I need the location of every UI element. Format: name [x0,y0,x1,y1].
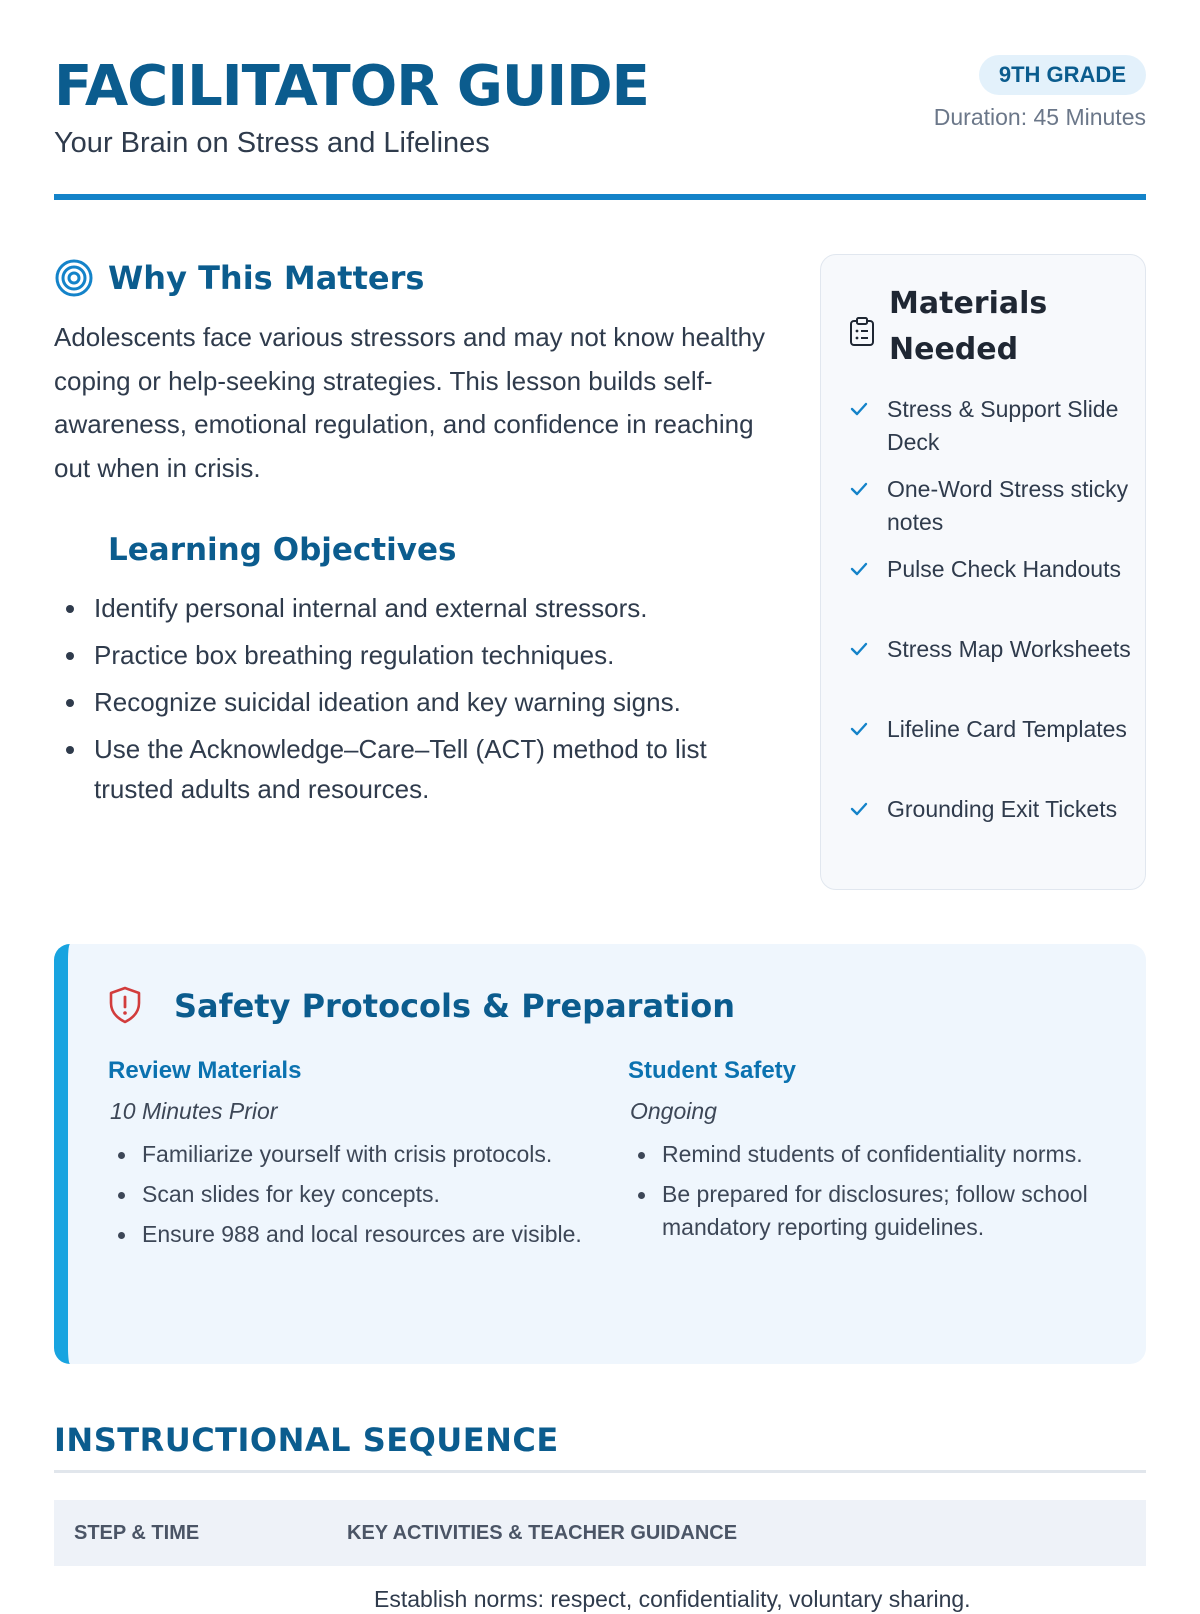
clipboard-icon [849,317,875,347]
shield-alert-icon [108,986,142,1024]
materials-item [847,793,1137,873]
list-item: Remind students of confidentiality norms. [628,1138,1108,1171]
review-materials-list [108,1138,588,1251]
materials-card [820,254,1146,890]
review-materials-column [108,1056,588,1258]
student-safety-column [628,1056,1108,1251]
sequence-table-header [54,1500,1146,1566]
student-safety-list [628,1138,1108,1244]
materials-title: Materials Needed [889,286,1048,367]
safety-title: Safety Protocols & Preparation [174,987,736,1025]
check-icon [849,559,869,579]
column-timing: 10 Minutes Prior [110,1098,278,1124]
sequence-title: INSTRUCTIONAL SEQUENCE [54,1421,559,1459]
page-header [54,52,1146,202]
why-matters-title: Why This Matters [108,259,425,297]
materials-item-label: One-Word Stress sticky notes [887,476,1129,535]
objective-item: Recognize suicidal ideation and key warning signs. [54,682,774,722]
learning-objectives-list [54,588,774,816]
objective-item: Use the Acknowledge–Care–Tell (ACT) method to list trusted adults and resources. [54,729,774,809]
column-header-activities: KEY ACTIVITIES & TEACHER GUIDANCE [347,1522,738,1544]
materials-item-label: Stress Map Worksheets [887,636,1131,662]
materials-item [847,393,1137,473]
list-item: Familiarize yourself with crisis protocols. [108,1138,588,1171]
check-icon [849,639,869,659]
facilitator-guide-page [54,0,1146,1612]
page-title: FACILITATOR GUIDE [54,54,649,119]
check-icon [849,719,869,739]
sequence-divider [54,1470,1146,1473]
materials-item [847,633,1137,713]
header-divider [54,194,1146,200]
column-heading: Review Materials [108,1057,302,1084]
materials-item-label: Stress & Support Slide Deck [887,396,1119,455]
materials-item-label: Pulse Check Handouts [887,556,1121,582]
check-icon [849,399,869,419]
grade-badge: 9TH GRADE [979,55,1146,95]
column-header-step: STEP & TIME [74,1522,200,1544]
list-item: Ensure 988 and local resources are visible. [108,1218,588,1251]
why-matters-text: Adolescents face various stressors and may not know healthy coping or help-seeking strategies. This lesson builds self-awareness, emotional regulation, and confidence in reaching out when in crisis. [54,322,766,483]
target-icon [54,258,94,298]
column-heading: Student Safety [628,1057,797,1084]
materials-item-label: Lifeline Card Templates [887,716,1127,742]
learning-objectives-title: Learning Objectives [108,532,457,568]
check-icon [849,799,869,819]
sequence-first-row-text: Establish norms: respect, confidentiality, voluntary sharing. [374,1586,971,1612]
page-subtitle: Your Brain on Stress and Lifelines [54,127,490,159]
list-item: Be prepared for disclosures; follow school mandatory reporting guidelines. [628,1178,1108,1244]
materials-item [847,553,1137,633]
check-icon [849,479,869,499]
materials-item-label: Grounding Exit Tickets [887,796,1118,822]
column-timing: Ongoing [630,1098,717,1124]
list-item: Scan slides for key concepts. [108,1178,588,1211]
objective-item: Identify personal internal and external stressors. [54,588,774,628]
safety-protocols-card [54,944,1146,1364]
duration-label: Duration: 45 Minutes [933,104,1146,130]
materials-item [847,713,1137,793]
objective-item: Practice box breathing regulation techniques. [54,635,774,675]
materials-item [847,473,1137,553]
materials-list [847,393,1137,873]
